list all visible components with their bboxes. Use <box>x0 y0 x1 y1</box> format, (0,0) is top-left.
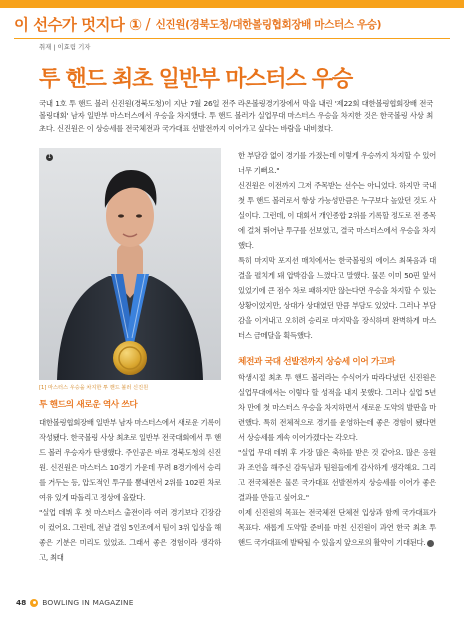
section-heading-new-history: 투 핸드의 새로운 역사 쓰다 <box>39 400 138 410</box>
body-paragraph: "실업 무대 데뷔 후 가장 많은 축하를 받은 것 같아요. 많은 응원과 조언을 해주신 감독님과 팀원들에게 감사하게 생각해요. 그리고 전국체전은 물론 국가대표 선발전까지 상승세를 이어가 좋은 결과를 만들고 싶어요." <box>238 448 436 502</box>
photo-number-badge: 1 <box>47 154 52 160</box>
page-number: 48 <box>16 598 27 607</box>
body-paragraph: "실업 데뷔 후 첫 마스터스 출전이라 여러 경기보다 긴장감이 컸어요. 그런데, 전날 결임 5인조에서 팀이 3위 입상을 해 좋은 기분은 미리도 있었죠. 그래서 좋은 경험이라 생각하고, 최대 <box>39 508 221 562</box>
series-subject: 신진원(경북도청/대한볼링협회장배 마스터스 우승) <box>155 18 382 31</box>
athlete-photo <box>39 148 221 380</box>
magazine-logo-icon <box>30 599 38 607</box>
body-paragraph: 특히 마지막 포지션 매치에서는 한국볼링의 에이스 최복음과 대결을 펼치게 돼 압박감을 느꼈다고 말했다. 물론 이미 50핀 앞서 있었기에 큰 점수 차로 패하지만 않는다면 우승을 차지할 수 있는 상황이었지만, 상대가 상대였던 만큼 부담도 있었다. 그러나 부담감을 이겨내고 오히려 승리로 마지막을 장식하며 완벽하게 마스터스 금메달을 획득했다. <box>238 256 436 340</box>
series-separator: / <box>145 15 151 33</box>
series-title: 이 선수가 멋지다 ① <box>14 16 142 34</box>
athlete-photo-illustration <box>39 148 221 380</box>
left-column <box>39 398 221 565</box>
body-paragraph: 대한볼링협회장배 일반부 남자 마스터스에서 새로운 기록이 작성됐다. 한국볼링 사상 최초로 일반부 전국대회에서 투 핸드 볼러 우승자가 탄생했다. 주인공은 바로 경북도청의 신진원. 신진원은 마스터스 10경기 가운데 무려 8경기에서 승리를 거두는 등, 압도적인 투구를 뽐내면서 2위를 102핀 차로 여유 있게 따돌리고 정상에 올랐다. <box>39 418 221 502</box>
body-paragraph: 한 부담감 없이 경기를 가졌는데 이렇게 우승까지 차지할 수 있어 너무 기뻐요." <box>238 151 436 175</box>
byline: 취재 | 이효림 기자 <box>39 43 91 51</box>
final-paragraph-text: 이제 신진원의 목표는 전국체전 단체전 입상과 함께 국가대표가 목표다. 새롭게 도약할 준비를 마친 신진원이 과연 한국 최초 투 핸드 국가대표에 발탁될 수 있을지 앞으로의 활약이 기대된다. <box>238 508 436 547</box>
page-footer <box>16 598 134 607</box>
photo-caption: [1] 마스터스 우승을 차지한 투 핸드 볼러 신진원 <box>39 385 149 391</box>
article-headline: 투 핸드 최초 일반부 마스터스 우승 <box>39 67 353 92</box>
body-paragraph: 신진원은 이전까지 그저 주목받는 선수는 아니었다. 하지만 국내 첫 투 핸드 볼러로서 항상 가능성만큼은 누구보다 높았던 것도 사실이다. 그런데, 이 대회서 개인종합 2위를 기록할 정도로 전 종목에 걸쳐 뛰어난 투구를 선보였고, 결국 마스터스에서 우승을 차지했다. <box>238 181 436 250</box>
series-header <box>14 13 381 35</box>
section-heading-momentum: 체전과 국대 선발전까지 상승세 이어 가고파 <box>238 357 395 367</box>
article-lead: 국내 1호 투 핸드 볼러 신진원(경북도청)이 지난 7월 26일 전주 라온볼링경기장에서 막을 내린 '제22회 대한볼링협회장배 전국볼링대회' 남자 일반부 마스터스에서 우승을 차지했다. 투 핸드 볼러가 실업무대 마스터스 우승을 차지한 것은 한국볼링 사상 최초다. 신진원은 이 상승세를 전국체전과 국가대표 선발전까지 이어가고 싶다는 바람을 내비쳤다. <box>39 99 433 133</box>
magazine-name: BOWLING IN MAGAZINE <box>42 598 134 607</box>
header-rule <box>14 38 450 39</box>
right-column <box>238 148 436 550</box>
body-paragraph: 학생시절 최초 투 핸드 볼러라는 수식어가 따라다녔던 신진원은 실업무대에서는 이렇다 할 성적을 내지 못했다. 그러나 실업 5년 차 만에 첫 마스터스 우승을 차지하면서 새로운 도약의 발판을 마련했다. 특히 전체적으로 경기를 운영하는데 좋은 경험이 됐다면서 상승세를 계속 이어가겠다는 각오다. <box>238 373 436 442</box>
article-end-mark-icon <box>427 540 434 547</box>
body-paragraph-final <box>238 505 436 550</box>
header-accent-bar <box>0 0 464 8</box>
